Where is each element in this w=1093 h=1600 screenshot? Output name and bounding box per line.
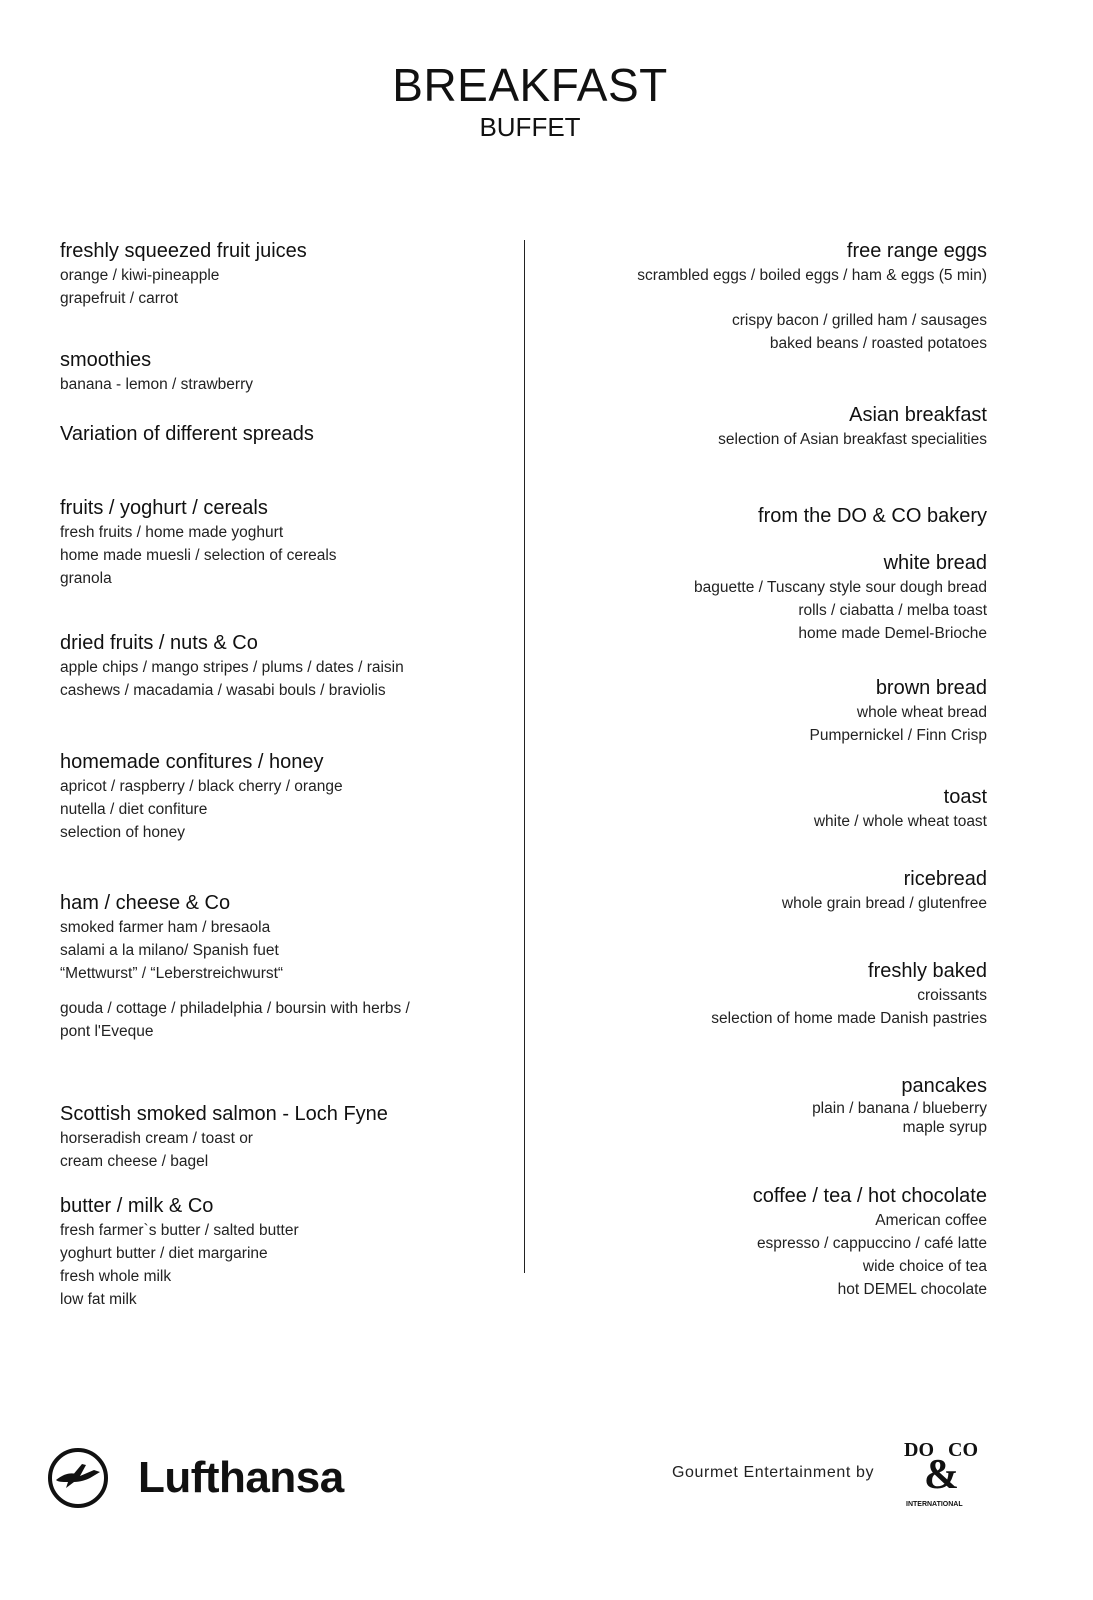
menu-section: [547, 1183, 987, 1301]
menu-section: [60, 630, 500, 702]
section-line: salami a la milano/ Spanish fuet: [60, 942, 279, 959]
menu-section: [60, 495, 500, 590]
section-heading: free range eggs: [846, 240, 987, 262]
section-line: apricot / raspberry / black cherry / orange: [60, 778, 343, 795]
section-line: whole grain bread / glutenfree: [781, 895, 987, 912]
section-line: yoghurt butter / diet margarine: [60, 1245, 268, 1262]
menu-section: [60, 421, 500, 447]
menu-section: [60, 347, 500, 396]
menu-subtitle: BUFFET: [479, 112, 581, 142]
lufthansa-crane-icon: [46, 1446, 110, 1510]
section-line: home made muesli / selection of cereals: [60, 547, 337, 564]
section-line: American coffee: [875, 1212, 987, 1229]
section-line: smoked farmer ham / bresaola: [60, 919, 271, 936]
section-line: croissants: [917, 987, 987, 1004]
section-line: cream cheese / bagel: [60, 1153, 209, 1170]
menu-section: [547, 784, 987, 833]
section-line: espresso / cappuccino / café latte: [756, 1235, 987, 1252]
section-line: whole wheat bread: [856, 704, 987, 721]
menu-section: [547, 958, 987, 1030]
section-line: baguette / Tuscany style sour dough bread: [694, 579, 987, 596]
section-line: pont l'Eveque: [60, 1023, 154, 1040]
section-line: plain / banana / blueberry: [812, 1100, 987, 1117]
section-heading: smoothies: [60, 349, 152, 371]
lufthansa-brand: Lufthansa: [138, 1453, 344, 1502]
section-line: maple syrup: [902, 1119, 987, 1136]
section-heading: butter / milk & Co: [60, 1195, 214, 1217]
menu-section: [60, 749, 500, 844]
section-heading: white bread: [883, 552, 987, 574]
section-line: fresh farmer`s butter / salted butter: [60, 1222, 299, 1239]
section-line: low fat milk: [60, 1291, 137, 1308]
section-line: crispy bacon / grilled ham / sausages: [731, 312, 987, 329]
gourmet-credit: [672, 1432, 992, 1512]
doco-logo-ampersand: &: [924, 1452, 959, 1498]
section-heading: fruits / yoghurt / cereals: [60, 497, 268, 519]
menu-section: [547, 550, 987, 645]
section-line: cashews / macadamia / wasabi bouls / braviolis: [60, 682, 386, 699]
section-line: wide choice of tea: [862, 1258, 987, 1275]
menu-section: [547, 503, 987, 529]
column-divider: [524, 240, 525, 1273]
section-line: “Mettwurst” / “Leberstreichwurst“: [60, 965, 284, 982]
menu-section: [547, 402, 987, 451]
menu-section: [60, 238, 500, 310]
menu-section: [547, 1073, 987, 1137]
section-line: selection of home made Danish pastries: [711, 1010, 987, 1027]
section-heading: freshly baked: [868, 960, 987, 982]
menu-title: BREAKFAST: [392, 59, 668, 111]
gourmet-text: Gourmet Entertainment by: [672, 1464, 875, 1481]
section-line: fresh whole milk: [60, 1268, 172, 1285]
doco-logo-do: DO: [904, 1439, 934, 1461]
menu-section: [547, 238, 987, 355]
section-heading: homemade confitures / honey: [60, 751, 324, 773]
section-line: scrambled eggs / boiled eggs / ham & eggs (5 min): [637, 267, 987, 284]
section-heading: dried fruits / nuts & Co: [60, 632, 258, 654]
section-heading: pancakes: [901, 1075, 987, 1097]
menu-section: [547, 866, 987, 915]
section-heading: ricebread: [903, 868, 987, 890]
menu-section: [547, 675, 987, 747]
menu-section: [60, 890, 500, 1043]
section-line: nutella / diet confiture: [60, 801, 208, 818]
section-heading: Asian breakfast: [849, 404, 987, 426]
section-line: orange / kiwi-pineapple: [60, 267, 220, 284]
section-heading: ham / cheese & Co: [60, 892, 231, 914]
section-line: baked beans / roasted potatoes: [769, 335, 987, 352]
doco-logo-co: CO: [948, 1439, 978, 1461]
section-heading: freshly squeezed fruit juices: [60, 240, 307, 262]
section-line: hot DEMEL chocolate: [837, 1281, 987, 1298]
section-line: selection of honey: [60, 824, 185, 841]
section-line: banana - lemon / strawberry: [60, 376, 253, 393]
section-line: apple chips / mango stripes / plums / dates / raisin: [60, 659, 404, 676]
section-line: home made Demel-Brioche: [798, 625, 987, 642]
section-line: grapefruit / carrot: [60, 290, 179, 307]
menu-section: [60, 1193, 500, 1311]
lufthansa-logo: [46, 1443, 344, 1513]
section-line: horseradish cream / toast or: [60, 1130, 253, 1147]
section-line: fresh fruits / home made yoghurt: [60, 524, 284, 541]
doco-logo-international: INTERNATIONAL: [906, 1501, 963, 1508]
section-heading: toast: [943, 786, 987, 808]
section-heading: from the DO & CO bakery: [758, 505, 987, 527]
section-heading: Scottish smoked salmon - Loch Fyne: [60, 1103, 388, 1125]
section-line: gouda / cottage / philadelphia / boursin with herbs /: [60, 1000, 410, 1017]
section-line: Pumpernickel / Finn Crisp: [809, 727, 987, 744]
section-line: rolls / ciabatta / melba toast: [798, 602, 987, 619]
doco-logo: [900, 1432, 986, 1512]
menu-section: [60, 1101, 500, 1173]
section-line: selection of Asian breakfast specialities: [718, 431, 987, 448]
section-heading: brown bread: [875, 677, 987, 699]
menu-title-block: [0, 58, 1060, 142]
section-heading: Variation of different spreads: [60, 423, 314, 445]
section-line: granola: [60, 570, 112, 587]
section-heading: coffee / tea / hot chocolate: [752, 1185, 987, 1207]
section-line: white / whole wheat toast: [813, 813, 987, 830]
